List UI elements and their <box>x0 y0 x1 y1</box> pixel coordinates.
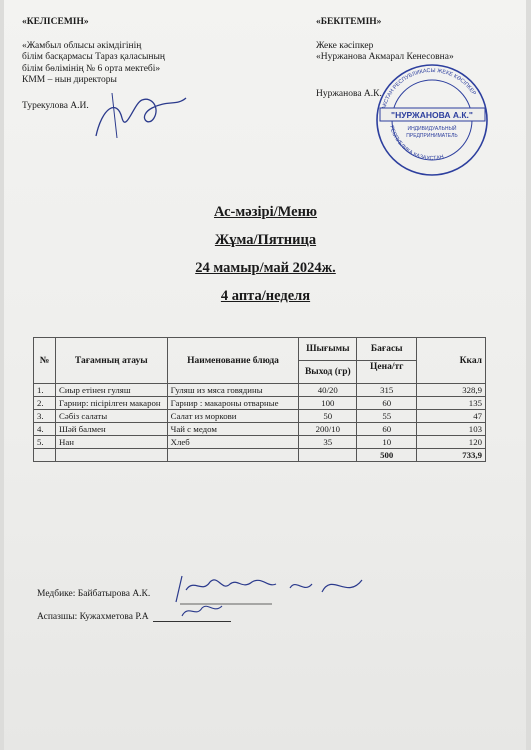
title-date: 24 мамыр/май 2024ж. <box>195 260 336 276</box>
header-kcal: Ккал <box>417 338 486 384</box>
table-row <box>34 436 486 449</box>
stamp-line2: ПРЕДПРИНИМАТЕЛЬ <box>406 133 458 139</box>
cell-name-ru: Гуляш из мяса говядины <box>167 384 299 397</box>
cell-kcal: 103 <box>417 423 486 436</box>
cell-price: 315 <box>357 384 417 397</box>
approval-right-line: «Нуржанова Акмарал Кенесовна» <box>316 52 454 62</box>
cell-output: 100 <box>299 397 357 410</box>
cell-num: 3. <box>34 410 56 423</box>
cell-output: 40/20 <box>299 384 357 397</box>
table-row <box>34 384 486 397</box>
cell-name-ru: Хлеб <box>167 436 299 449</box>
director-signature <box>82 78 192 148</box>
menu-titles <box>0 204 531 316</box>
table-row <box>34 397 486 410</box>
approval-left-line: КММ – нын директоры <box>22 75 117 85</box>
cell-output: 50 <box>299 410 357 423</box>
cell-kcal: 135 <box>417 397 486 410</box>
header-output-kz: Шығымы <box>299 338 357 361</box>
stamp-name: "НУРЖАНОВА А.К." <box>391 110 473 120</box>
cell-num: 2. <box>34 397 56 410</box>
header-name-kz: Тағамның атауы <box>55 338 167 384</box>
cell-price: 60 <box>357 423 417 436</box>
cell-price: 60 <box>357 397 417 410</box>
cell-num: 5. <box>34 436 56 449</box>
cook-label: Аспазшы: Кужахметова Р.А <box>37 612 149 622</box>
approval-left-signatory: Турекулова А.И. <box>22 100 89 111</box>
cell-name-ru: Салат из моркови <box>167 410 299 423</box>
cell-num: 1. <box>34 384 56 397</box>
header-price-ru: Цена/тг <box>357 361 417 384</box>
company-stamp <box>370 60 495 180</box>
header-name-ru: Наименование блюда <box>167 338 299 384</box>
table-header-row <box>34 338 486 361</box>
approval-left-line: білім бөлімінің № 6 орта мектебі» <box>22 63 161 74</box>
approval-left-heading: «КЕЛІСЕМІН» <box>22 17 89 27</box>
cell-num: 4. <box>34 423 56 436</box>
cook-signature <box>178 600 228 622</box>
stamp-line1: ИНДИВИДУАЛЬНЫЙ <box>407 126 457 132</box>
stamp-ring-bottom: РЕСПУБЛИКА КАЗАХСТАН <box>388 124 445 162</box>
stamp-ring-top: КСТАН РЕСПУБЛИКАСЫ ЖЕКЕ КӘСІПКЕР <box>382 67 477 108</box>
title-day: Жұма/Пятница <box>214 232 317 248</box>
cell-output: 35 <box>299 436 357 449</box>
cell-name-ru: Гарнир : макароны отварные <box>167 397 299 410</box>
menu-table <box>33 337 486 462</box>
table-row <box>34 410 486 423</box>
cell-name-kz: Нан <box>55 436 167 449</box>
header-output-ru: Выход (гр) <box>299 361 357 384</box>
approval-right-signatory: Нуржанова А.К. <box>316 88 382 99</box>
cell-kcal: 328,9 <box>417 384 486 397</box>
table-row <box>34 423 486 436</box>
cell-kcal: 120 <box>417 436 486 449</box>
approval-left-line: «Жамбыл облысы әкімдігінің <box>22 40 142 51</box>
cell-name-kz: Сәбіз салаты <box>55 410 167 423</box>
title-week: 4 апта/неделя <box>220 288 311 304</box>
cell-output: 200/10 <box>299 423 357 436</box>
header-num: № <box>34 338 56 384</box>
table-total-row <box>34 449 486 462</box>
cell-name-kz: Гарнир: пісірілген макарон <box>55 397 167 410</box>
approval-right-line: Жеке кәсіпкер <box>316 40 374 51</box>
header-price-kz: Бағасы <box>357 338 417 361</box>
nurse-signature-line <box>37 589 150 599</box>
approval-left-line: білім басқармасы Тараз қаласының <box>22 52 165 62</box>
cell-name-kz: Сиыр етінен гуляш <box>55 384 167 397</box>
approval-right-heading: «БЕКІТЕМІН» <box>316 17 382 27</box>
cell-kcal: 47 <box>417 410 486 423</box>
total-kcal: 733,9 <box>417 449 486 462</box>
title-menu: Ас-мәзірі/Меню <box>213 204 318 220</box>
cell-name-kz: Шәй балмен <box>55 423 167 436</box>
nurse-label: Медбике: Байбатырова А.К. <box>37 589 151 599</box>
cell-price: 10 <box>357 436 417 449</box>
total-price: 500 <box>357 449 417 462</box>
cell-price: 55 <box>357 410 417 423</box>
cell-name-ru: Чай с медом <box>167 423 299 436</box>
